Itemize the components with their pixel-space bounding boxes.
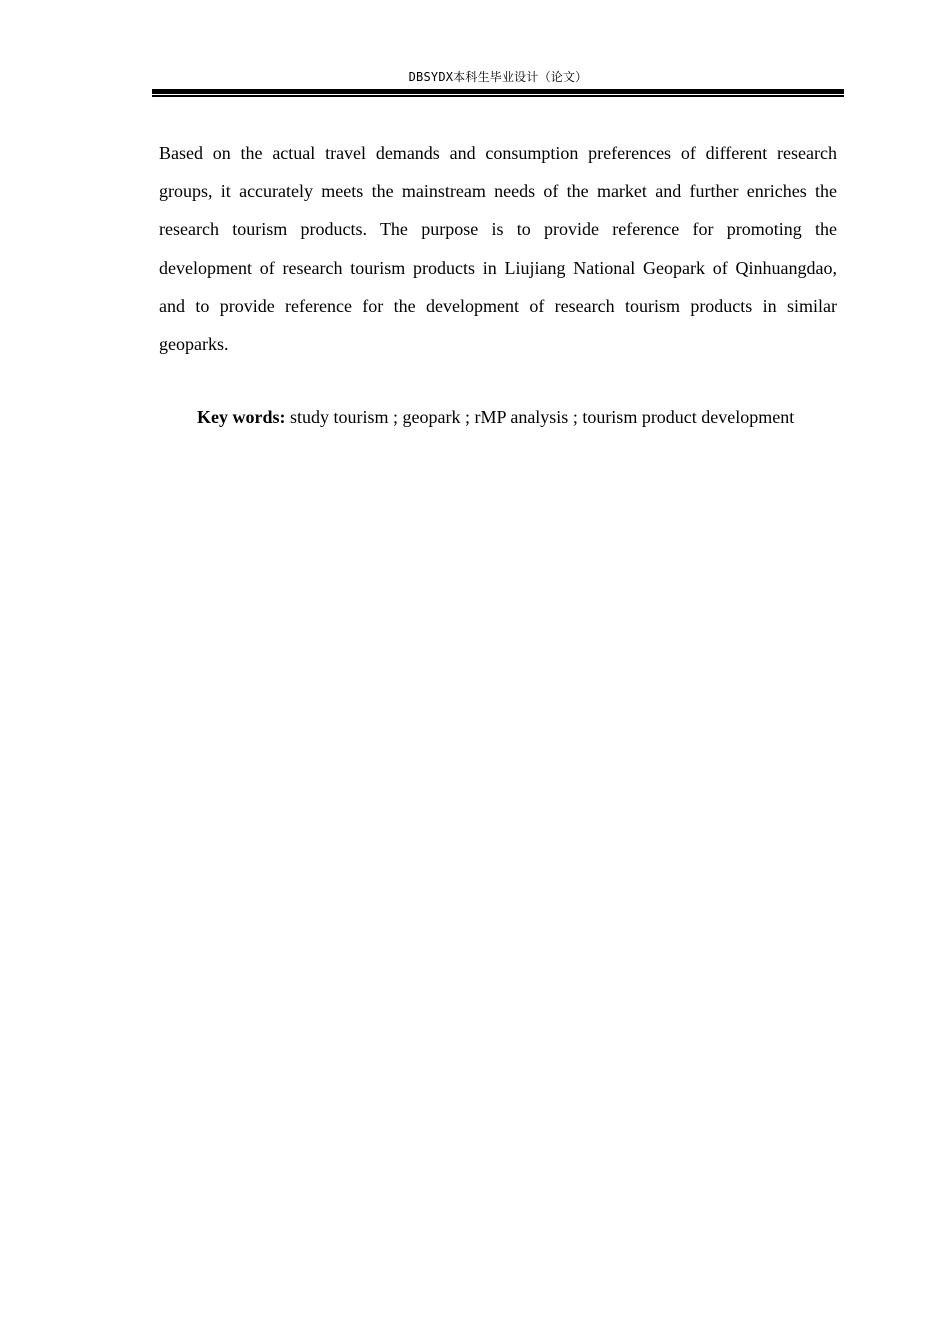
header-rule-thin [152, 95, 844, 97]
header-rule-thick [152, 89, 844, 94]
page-header: DBSYDX本科生毕业设计（论文） [408, 70, 588, 84]
keywords-paragraph [159, 398, 837, 436]
keywords-text: study tourism ; geopark ; rMP analysis ; tourism product development [290, 407, 795, 427]
abstract-paragraph: Based on the actual travel demands and consumption preferences of different research groups, it accurately meets the mainstream needs of the market and further enriches the research tourism products. The purpose is to provide reference for promoting the development of research tourism products in Liujiang National Geopark of Qinhuangdao, and to provide reference for the development of research tourism products in similar geoparks. [159, 143, 837, 355]
keywords-label: Key words: [197, 407, 286, 427]
